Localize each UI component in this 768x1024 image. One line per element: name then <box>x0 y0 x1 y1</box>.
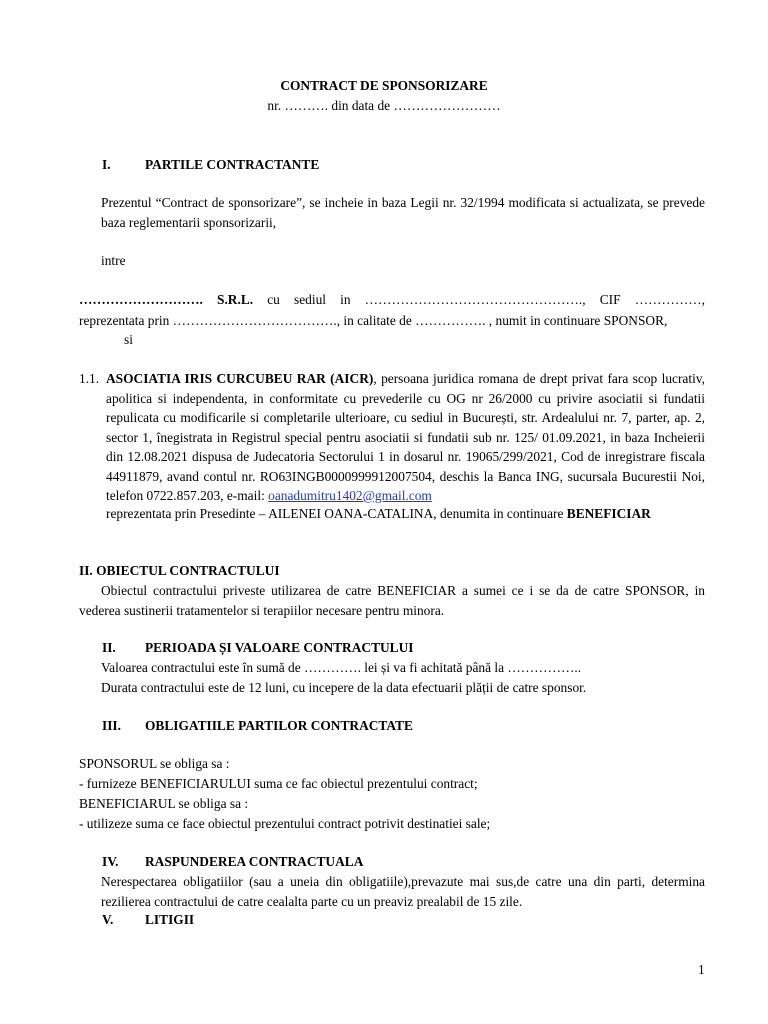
section-title: OBLIGATIILE PARTILOR CONTRACTATE <box>145 718 413 733</box>
section-title: PERIOADA ȘI VALOARE CONTRACTULUI <box>145 640 414 655</box>
sponsor-name-dots: ………………………. <box>79 292 203 307</box>
intro-intre: intre <box>101 253 126 268</box>
raspundere-paragraph: Nerespectarea obligatiilor (sau a uneia din obligatiile),prevazute mai sus,de catre una din parti, determina rezilierea contractului de catre cealalta parte cu un preaviz prealabil de 15 zile. <box>101 874 705 909</box>
intro-si: si <box>124 332 133 347</box>
sponsor-line-1 <box>79 290 705 310</box>
document-title: CONTRACT DE SPONSORIZARE <box>280 78 488 93</box>
obiect-paragraph: Obiectul contractului priveste utilizarea de catre BENEFICIAR a sumei ce i se da de catre SPONSOR, in vederea sustinerii tratamentelor si terapiilor necesare pentru minora. <box>79 583 705 618</box>
document-subtitle: nr. ………. din data de …………………… <box>267 98 501 113</box>
sponsor-srl: S.R.L. <box>217 292 254 307</box>
beneficiar-representative <box>106 504 651 524</box>
section-title: RASPUNDEREA CONTRACTUALA <box>145 854 364 869</box>
beneficiar-paragraph <box>106 369 705 506</box>
obligatii-line-1: SPONSORUL se obliga sa : <box>79 756 230 771</box>
beneficiar-number: 1.1. <box>79 371 100 386</box>
section-title: LITIGII <box>145 912 195 927</box>
obligatii-line-3: BENEFICIARUL se obliga sa : <box>79 796 249 811</box>
perioada-line-1: Valoarea contractului este în sumă de …………. lei și va fi achitată până la …………….. <box>101 660 582 675</box>
obligatii-line-4: - utilizeze suma ce face obiectul prezentului contract potrivit destinatiei sale; <box>79 816 491 831</box>
section-title: PARTILE CONTRACTANTE <box>145 157 320 172</box>
section-heading-obiect: II. OBIECTUL CONTRACTULUI <box>79 563 280 578</box>
beneficiar-details: , persoana juridica romana de drept privat fara scop lucrativ, apolitica si independenta, in conformitate cu prevederile cu OG nr 26/2000 cu privire asociatii si fundatii repulicata cu modificarile si completarile ulterioare, cu sediul in București, str. Ardealului nr. 7, parter, ap. 2, sector 1, înegistrata in Registrul special pentru asociatii si fundatii sub nr. 125/ 01.09.2021, in baza Incheierii din 12.08.2021 dispusa de Judecatoria Sectorului 1 in dosarul nr. 19065/299/2021, Cod de inregistrare fiscala 44911879, avand contul nr. RO63INGB0000999912007504, deschis la Banca ING, sucursala Bucurestii Noi, telefon 0722.857.203, e-mail: <box>106 371 705 503</box>
beneficiar-email-link[interactable]: oanadumitru1402@gmail.com <box>268 488 432 503</box>
perioada-line-2: Durata contractului este de 12 luni, cu incepere de la data efectuarii plății de catre sponsor. <box>101 680 587 695</box>
sponsor-line-2: reprezentata prin ………………………………., in calitate de ……………. , numit in continuare SPONSOR, <box>79 313 668 328</box>
section-number: III. <box>102 718 121 733</box>
beneficiar-rep-bold: BENEFICIAR <box>566 506 651 521</box>
sponsor-address-cif: cu sediul in …………………………………………., CIF ……………, <box>253 292 705 307</box>
intro-paragraph: Prezentul “Contract de sponsorizare”, se incheie in baza Legii nr. 32/1994 modificata si actualizata, se prevede baza reglementarii sponsorizarii, <box>101 195 705 230</box>
obligatii-line-2: - furnizeze BENEFICIARULUI suma ce fac obiectul prezentului contract; <box>79 776 478 791</box>
page-number: 1 <box>698 962 705 977</box>
beneficiar-rep-text: reprezentata prin Presedinte – AILENEI OANA-CATALINA, denumita in continuare <box>106 506 567 521</box>
section-number: V. <box>102 912 114 927</box>
section-number: IV. <box>102 854 119 869</box>
section-number: II. <box>102 640 116 655</box>
beneficiar-name: ASOCIATIA IRIS CURCUBEU RAR (AICR) <box>106 371 374 386</box>
section-number: I. <box>102 157 111 172</box>
